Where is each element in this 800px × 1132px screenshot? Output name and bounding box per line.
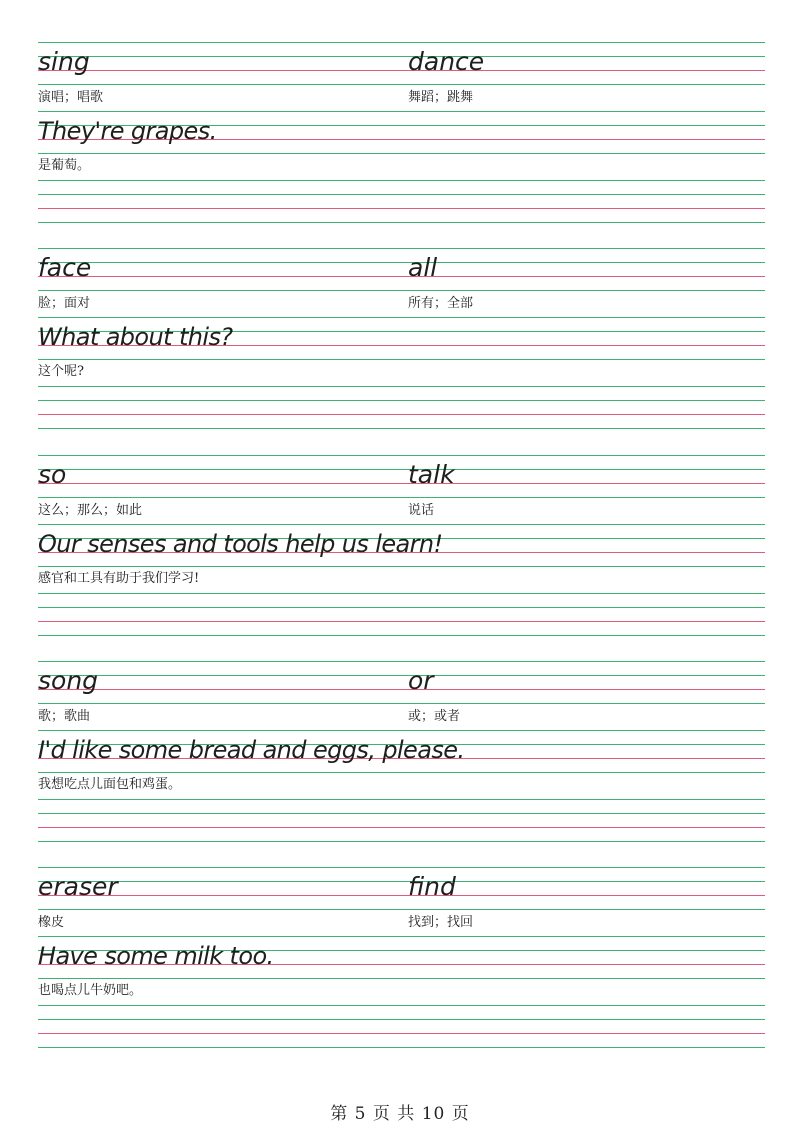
example-sentence-translation: 这个呢? (38, 364, 84, 379)
vocab-word-2: all (408, 253, 438, 282)
vocab-word-2-translation: 所有；全部 (408, 296, 474, 311)
guide-line (38, 497, 765, 498)
vocab-word-2-translation: 舞蹈；跳舞 (408, 90, 474, 105)
guide-line (38, 84, 765, 85)
vocab-word-2: dance (408, 47, 485, 76)
guide-line (38, 455, 765, 456)
vocab-word-1-translation: 演唱；唱歌 (38, 90, 104, 105)
vocab-block (38, 455, 765, 655)
example-sentence: They're grapes. (38, 117, 217, 145)
example-sentence: What about this? (38, 323, 233, 351)
vocab-block (38, 867, 765, 1067)
example-sentence: Our senses and tools help us learn! (38, 530, 443, 558)
guide-line (38, 813, 765, 814)
guide-line (38, 56, 765, 57)
guide-line (38, 42, 765, 43)
example-sentence-translation: 我想吃点儿面包和鸡蛋。 (38, 777, 182, 792)
guide-line (38, 483, 765, 484)
guide-line (38, 772, 765, 773)
example-sentence-translation: 感官和工具有助于我们学习! (38, 571, 200, 586)
guide-line (38, 607, 765, 608)
guide-line (38, 978, 765, 979)
vocab-word-1-translation: 歌；歌曲 (38, 709, 91, 724)
guide-line (38, 317, 765, 318)
vocab-block (38, 42, 765, 242)
vocab-word-1-translation: 这么；那么；如此 (38, 503, 143, 518)
example-sentence-translation: 是葡萄。 (38, 158, 91, 173)
guide-line (38, 703, 765, 704)
guide-line (38, 414, 765, 415)
vocab-block (38, 661, 765, 861)
vocab-word-1-translation: 脸；面对 (38, 296, 91, 311)
guide-line (38, 248, 765, 249)
vocab-word-1: face (38, 253, 92, 282)
guide-line (38, 895, 765, 896)
guide-line (38, 386, 765, 387)
guide-line (38, 881, 765, 882)
guide-line (38, 841, 765, 842)
vocab-word-2-translation: 或；或者 (408, 709, 461, 724)
guide-line (38, 661, 765, 662)
guide-line (38, 208, 765, 209)
guide-line (38, 867, 765, 868)
guide-line (38, 359, 765, 360)
guide-line (38, 936, 765, 937)
example-sentence: Have some milk too. (38, 942, 274, 970)
guide-line (38, 1005, 765, 1006)
guide-line (38, 675, 765, 676)
guide-line (38, 276, 765, 277)
guide-line (38, 153, 765, 154)
vocab-word-1: eraser (38, 872, 118, 901)
guide-line (38, 469, 765, 470)
guide-line (38, 428, 765, 429)
vocab-word-1-translation: 橡皮 (38, 915, 65, 930)
guide-line (38, 222, 765, 223)
guide-line (38, 593, 765, 594)
guide-line (38, 621, 765, 622)
guide-line (38, 524, 765, 525)
guide-line (38, 1033, 765, 1034)
vocab-word-2: or (408, 666, 434, 695)
vocab-word-1: sing (38, 47, 90, 76)
guide-line (38, 909, 765, 910)
vocab-word-2-translation: 说话 (408, 503, 435, 518)
guide-line (38, 194, 765, 195)
guide-line (38, 730, 765, 731)
vocab-word-1: song (38, 666, 99, 695)
guide-line (38, 111, 765, 112)
guide-line (38, 290, 765, 291)
guide-line (38, 566, 765, 567)
guide-line (38, 635, 765, 636)
vocab-word-2: talk (408, 460, 455, 489)
guide-line (38, 1047, 765, 1048)
example-sentence-translation: 也喝点儿牛奶吧。 (38, 983, 143, 998)
vocab-word-1: so (38, 460, 67, 489)
guide-line (38, 1019, 765, 1020)
vocab-word-2: find (408, 872, 456, 901)
guide-line (38, 799, 765, 800)
guide-line (38, 262, 765, 263)
vocab-block (38, 248, 765, 448)
example-sentence: I'd like some bread and eggs, please. (38, 736, 465, 764)
guide-line (38, 70, 765, 71)
guide-line (38, 180, 765, 181)
guide-line (38, 689, 765, 690)
guide-line (38, 827, 765, 828)
vocab-word-2-translation: 找到；找回 (408, 915, 474, 930)
guide-line (38, 400, 765, 401)
page-number-footer: 第 5 页 共 10 页 (330, 1104, 470, 1124)
